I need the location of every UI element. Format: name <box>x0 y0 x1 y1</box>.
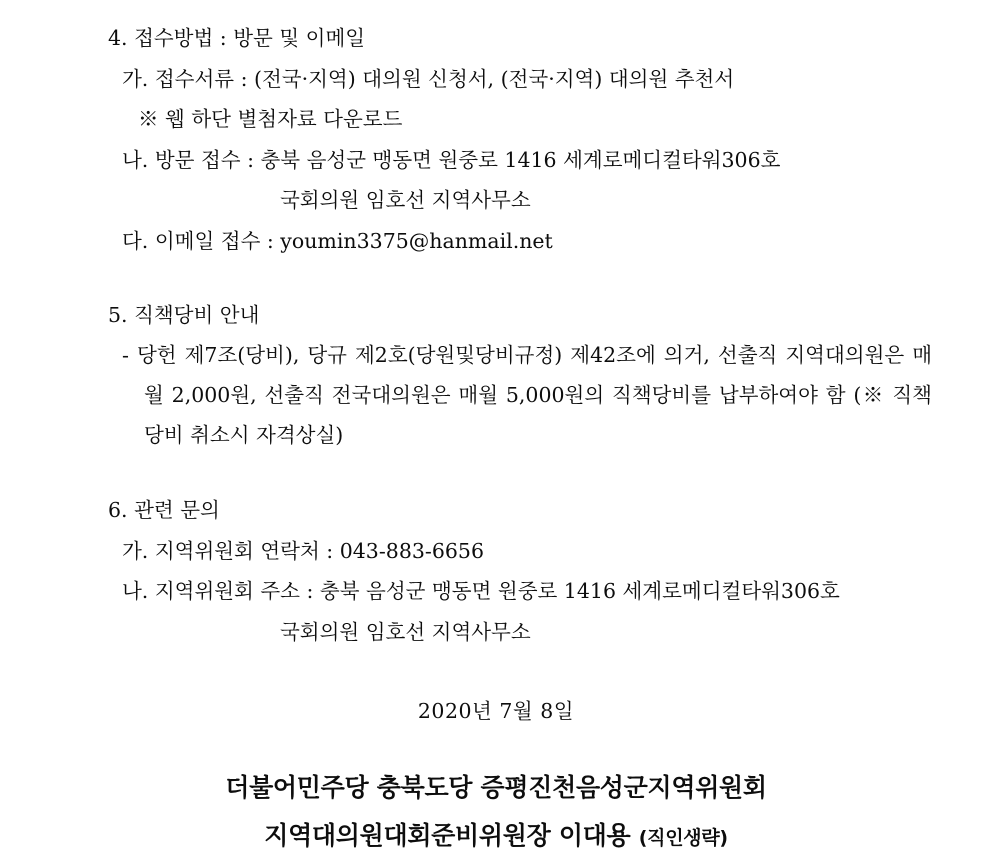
section-4-item-b: 나. 방문 접수 : 충북 음성군 맹동면 원중로 1416 세계로메디컬타워306호 <box>122 147 781 172</box>
section-4-item-c: 다. 이메일 접수 : youmin3375@hanmail.net <box>122 228 553 253</box>
spacer-1 <box>60 261 932 295</box>
section-4-item-a: 가. 접수서류 : (전국·지역) 대의원 신청서, (전국·지역) 대의원 추천서 <box>122 66 735 91</box>
signature-seal-note: (직인생략) <box>638 827 728 850</box>
section-6-heading: 6. 관련 문의 <box>108 497 220 522</box>
signature-title-row <box>60 816 932 856</box>
signature-organization: 더불어민주당 충북도당 증평진천음성군지역위원회 <box>225 773 767 803</box>
section-6-item-b-cont: 국회의원 임호선 지역사무소 <box>280 619 531 644</box>
spacer-2 <box>60 456 932 490</box>
section-6 <box>60 490 932 652</box>
section-4-item-note: ※ 웹 하단 별첨자료 다운로드 <box>138 107 403 132</box>
section-4 <box>60 18 932 261</box>
section-6-item-b: 나. 지역위원회 주소 : 충북 음성군 맹동면 원중로 1416 세계로메디컬타워306호 <box>122 579 840 604</box>
section-4-heading: 4. 접수방법 : 방문 및 이메일 <box>108 26 366 50</box>
section-5-heading: 5. 직책당비 안내 <box>108 303 260 328</box>
section-5-paragraph: - 당헌 제7조(당비), 당규 제2호(당원및당비규정) 제42조에 의거, 선출직 지역대의원은 매월 2,000원, 선출직 전국대의원은 매월 5,000원의 직책당비를 납부하여야 함 (※ 직책당비 취소시 자격상실) <box>122 343 932 447</box>
signature-title: 지역대의원대회준비위원장 이대용 <box>264 821 631 851</box>
section-6-item-a: 가. 지역위원회 연락처 : 043-883-6656 <box>122 538 484 563</box>
document-date: 2020년 7월 8일 <box>417 699 575 724</box>
section-5 <box>60 295 932 455</box>
section-4-item-b-cont: 국회의원 임호선 지역사무소 <box>280 188 531 213</box>
signature-block <box>60 768 932 856</box>
